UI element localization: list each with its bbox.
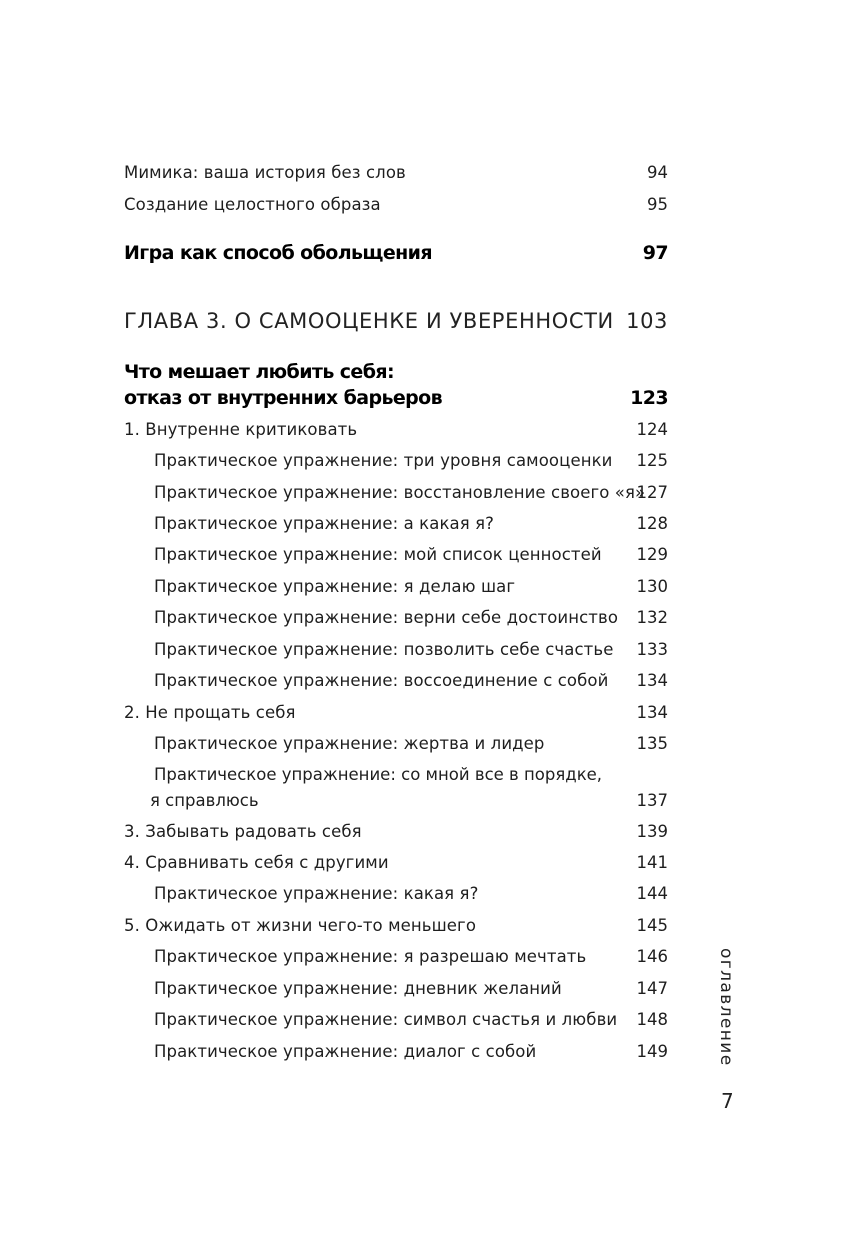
toc-entry-page: 97 xyxy=(642,242,668,264)
toc-entry xyxy=(124,765,668,821)
toc-entry-page: 141 xyxy=(636,853,668,872)
toc-entry-page: 147 xyxy=(636,979,668,998)
toc-entry xyxy=(124,577,668,607)
toc-entry-page: 123 xyxy=(630,387,668,409)
toc-entry-title: 3. Забывать радовать себя xyxy=(124,822,362,841)
toc-entry-page: 124 xyxy=(636,420,668,439)
toc-entry xyxy=(124,1042,668,1072)
toc-entry-title-line1: Практическое упражнение: со мной все в порядке, xyxy=(154,765,603,784)
page-number: 7 xyxy=(721,1089,734,1113)
toc-entry xyxy=(124,483,668,513)
toc-entry-page: 133 xyxy=(636,640,668,659)
toc-section-heading xyxy=(124,242,668,272)
toc-chapter-heading xyxy=(124,309,668,339)
toc-entry-page: 137 xyxy=(636,791,668,810)
toc-entry-title: Практическое упражнение: три уровня самооценки xyxy=(154,451,613,470)
toc-entry-page: 95 xyxy=(647,195,668,214)
toc-entry-page: 132 xyxy=(636,608,668,627)
toc-entry-title-line1: Что мешает любить себя: xyxy=(124,361,394,383)
toc-entry xyxy=(124,916,668,946)
toc-entry-title-line2: я справлюсь xyxy=(150,791,259,810)
toc-entry-page: 128 xyxy=(636,514,668,533)
toc-entry-title: Практическое упражнение: позволить себе счастье xyxy=(154,640,614,659)
toc-entry-title: Практическое упражнение: восстановление своего «я» xyxy=(154,483,646,502)
toc-entry-page: 125 xyxy=(636,451,668,470)
toc-entry xyxy=(124,608,668,638)
toc-entry-page: 149 xyxy=(636,1042,668,1061)
toc-entry xyxy=(124,979,668,1009)
toc-entry xyxy=(124,822,668,852)
toc-entry-title: Практическое упражнение: диалог с собой xyxy=(154,1042,537,1061)
toc-entry-page: 146 xyxy=(636,947,668,966)
toc-entry-page: 127 xyxy=(636,483,668,502)
toc-entry-title: Практическое упражнение: дневник желаний xyxy=(154,979,562,998)
toc-entry xyxy=(124,1010,668,1040)
toc-entry xyxy=(124,514,668,544)
toc-entry-title: Практическое упражнение: воссоединение с собой xyxy=(154,671,609,690)
toc-entry xyxy=(124,451,668,481)
toc-section-heading xyxy=(124,361,668,417)
toc-entry xyxy=(124,420,668,450)
toc-entry xyxy=(124,671,668,701)
toc-entry xyxy=(124,853,668,883)
toc-entry-title: 2. Не прощать себя xyxy=(124,703,296,722)
toc-entry-title: 1. Внутренне критиковать xyxy=(124,420,358,439)
toc-entry-title: Практическое упражнение: какая я? xyxy=(154,884,479,903)
toc-entry xyxy=(124,195,668,225)
toc-entry-title: 5. Ожидать от жизни чего-то меньшего xyxy=(124,916,477,935)
toc-entry-page: 144 xyxy=(636,884,668,903)
toc-entry xyxy=(124,163,668,193)
toc-entry-title: Практическое упражнение: мой список ценностей xyxy=(154,545,602,564)
toc-entry-title: Практическое упражнение: верни себе достоинство xyxy=(154,608,619,627)
toc-entry xyxy=(124,734,668,764)
toc-entry xyxy=(124,703,668,733)
toc-entry-page: 135 xyxy=(636,734,668,753)
running-header-label: оглавление xyxy=(716,948,736,1067)
toc-entry-title-line2: отказ от внутренних барьеров xyxy=(124,387,443,409)
toc-entry-page: 130 xyxy=(636,577,668,596)
toc-entry-title: Создание целостного образа xyxy=(124,195,381,214)
toc-entry-title: Практическое упражнение: а какая я? xyxy=(154,514,494,533)
toc-entry-title: Практическое упражнение: жертва и лидер xyxy=(154,734,545,753)
toc-entry xyxy=(124,947,668,977)
toc-entry-title: Практическое упражнение: я делаю шаг xyxy=(154,577,516,596)
toc-entry xyxy=(124,884,668,914)
toc-entry xyxy=(124,545,668,575)
toc-entry xyxy=(124,640,668,670)
toc-entry-page: 103 xyxy=(626,309,668,333)
toc-entry-title: ГЛАВА 3. О САМООЦЕНКЕ И УВЕРЕННОСТИ xyxy=(124,309,614,333)
toc-entry-title: Мимика: ваша история без слов xyxy=(124,163,406,182)
toc-entry-page: 134 xyxy=(636,703,668,722)
toc-entry-title: Игра как способ обольщения xyxy=(124,242,432,264)
toc-entry-title: Практическое упражнение: символ счастья и любви xyxy=(154,1010,618,1029)
toc-entry-page: 129 xyxy=(636,545,668,564)
toc-entry-title: Практическое упражнение: я разрешаю мечтать xyxy=(154,947,587,966)
toc-entry-page: 145 xyxy=(636,916,668,935)
toc-entry-page: 134 xyxy=(636,671,668,690)
toc-entry-page: 148 xyxy=(636,1010,668,1029)
toc-entry-page: 94 xyxy=(647,163,668,182)
toc-entry-title: 4. Сравнивать себя с другими xyxy=(124,853,389,872)
toc-entry-page: 139 xyxy=(636,822,668,841)
